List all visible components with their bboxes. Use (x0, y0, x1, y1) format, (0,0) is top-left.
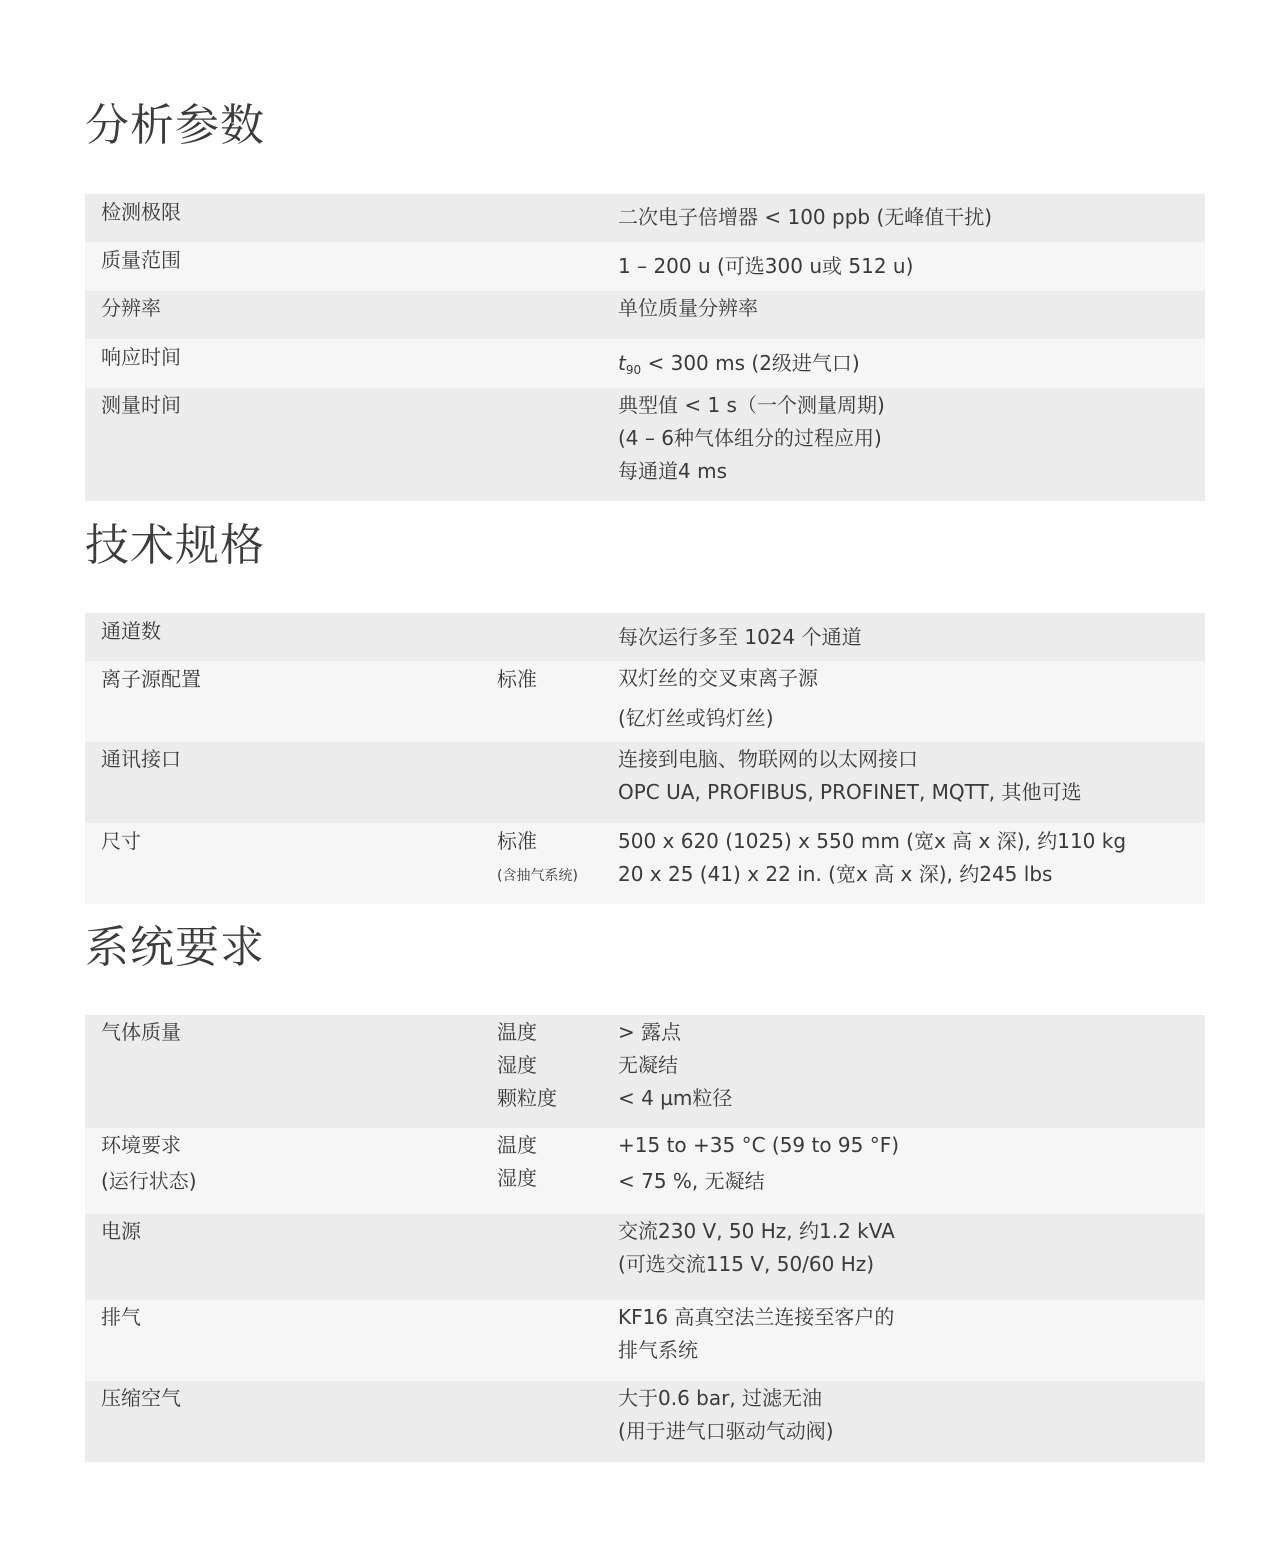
t90-subscript: 90 (625, 363, 642, 377)
table-row (85, 661, 1205, 742)
section-title-requirements: 系统要求 (85, 922, 265, 973)
row-value: 500 x 620 (1025) x 550 mm (宽x 高 x 深), 约110 kg 20 x 25 (41) x 22 in. (宽x 高 x 深), 约245 lbs (618, 829, 1127, 886)
row-value: 交流230 V, 50 Hz, 约1.2 kVA (可选交流115 V, 50/60 Hz) (618, 1219, 895, 1276)
row-value: > 露点 无凝结 < 4 µm粒径 (618, 1020, 733, 1110)
section-title-specs: 技术规格 (85, 520, 265, 571)
table-row (85, 823, 1205, 904)
row-label: 排气 (101, 1305, 141, 1329)
row-label: 检测极限 (101, 200, 181, 224)
row-value: +15 to +35 °C (59 to 95 °F) < 75 %, 无凝结 (618, 1133, 900, 1193)
row-label: 响应时间 (101, 345, 181, 369)
row-label: 通讯接口 (101, 747, 181, 771)
table-row (85, 742, 1205, 823)
row-label: 分辨率 (101, 296, 161, 320)
row-sublabel: 温度 湿度 (497, 1133, 537, 1190)
row-sublabel: 标准 (497, 667, 537, 691)
row-label: 通道数 (101, 619, 161, 643)
row-value: 连接到电脑、物联网的以太网接口 OPC UA, PROFIBUS, PROFINET, MQTT, 其他可选 (618, 747, 1082, 804)
table-row (85, 613, 1205, 661)
row-value: 1 – 200 u (可选300 u或 512 u) (618, 254, 914, 278)
row-label: 环境要求 (运行状态) (101, 1133, 197, 1193)
table-row (85, 242, 1205, 291)
row-value: 大于0.6 bar, 过滤无油 (用于进气口驱动气动阀) (618, 1386, 834, 1443)
row-label: 尺寸 (101, 829, 141, 853)
table-row (85, 1015, 1205, 1128)
row-value: 典型值 < 1 s（一个测量周期) (4 – 6种气体组分的过程应用) 每通道4 ms (618, 393, 885, 483)
row-sublabel: 标准 (含抽气系统) (497, 829, 578, 884)
row-label: 气体质量 (101, 1020, 181, 1044)
specs-table (85, 613, 1205, 904)
table-row (85, 291, 1205, 339)
row-label: 离子源配置 (101, 667, 201, 691)
table-row (85, 339, 1205, 388)
table-row (85, 388, 1205, 501)
table-row (85, 1214, 1205, 1300)
analysis-table (85, 194, 1205, 501)
table-row (85, 1128, 1205, 1214)
requirements-table (85, 1015, 1205, 1462)
row-label: 测量时间 (101, 393, 181, 417)
row-value: KF16 高真空法兰连接至客户的 排气系统 (618, 1305, 895, 1362)
table-row (85, 194, 1205, 242)
section-title-analysis: 分析参数 (85, 100, 265, 151)
t90-symbol: t (618, 351, 626, 375)
row-sublabel: 温度 湿度 颗粒度 (497, 1020, 557, 1110)
row-value: 单位质量分辨率 (618, 296, 758, 320)
row-label: 电源 (101, 1219, 141, 1243)
table-row (85, 1381, 1205, 1462)
row-value: $t_{90} < 300$ ms (2级进气口) (618, 351, 860, 377)
row-value: 二次电子倍增器 < 100 ppb (无峰值干扰) (618, 205, 993, 229)
row-label: 压缩空气 (101, 1386, 181, 1410)
row-label: 质量范围 (101, 248, 181, 272)
row-value: 双灯丝的交叉束离子源 (钇灯丝或钨灯丝) (618, 666, 818, 730)
row-value: 每次运行多至 1024 个通道 (618, 625, 862, 649)
table-row (85, 1300, 1205, 1381)
